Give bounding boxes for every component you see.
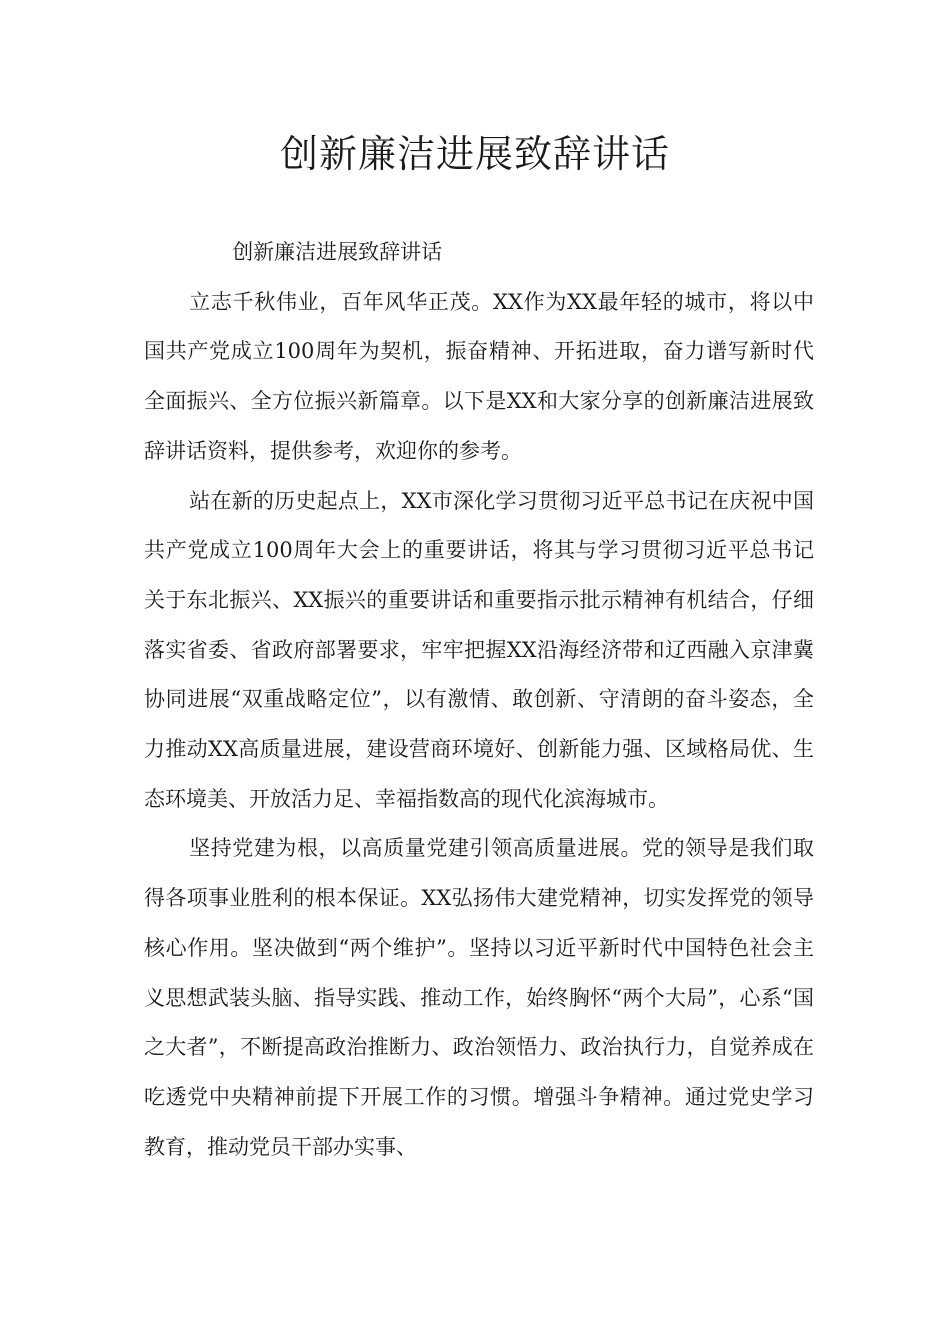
document-subtitle: 创新廉洁进展致辞讲话 (232, 240, 443, 264)
document-title: 创新廉洁进展致辞讲话 (279, 132, 670, 176)
document-body (144, 228, 814, 1172)
paragraph-intro: 立志千秋伟业，百年风华正茂。XX作为XX最年轻的城市，将以中国共产党成立100周年为契机，振奋精神、开拓进取，奋力谱写新时代全面振兴、全方位振兴新篇章。以下是XX和大家分享的创新廉洁进展致辞讲话资料，提供参考，欢迎你的参考。 (144, 289, 814, 463)
paragraph-historical-start: 站在新的历史起点上，XX市深化学习贯彻习近平总书记在庆祝中国共产党成立100周年大会上的重要讲话，将其与学习贯彻习近平总书记关于东北振兴、XX振兴的重要讲话和重要指示批示精神有机结合，仔细落实省委、省政府部署要求，牢牢把握XX沿海经济带和辽西融入京津冀协同进展“双重战略定位”，以有激情、敢创新、守清朗的奋斗姿态，全力推动XX高质量进展，建设营商环境好、创新能力强、区域格局优、生态环境美、开放活力足、幸福指数高的现代化滨海城市。 (144, 488, 814, 811)
paragraph-party-building: 坚持党建为根，以高质量党建引领高质量进展。党的领导是我们取得各项事业胜利的根本保证。XX弘扬伟大建党精神，切实发挥党的领导核心作用。坚决做到“两个维护”。坚持以习近平新时代中国特色社会主义思想武装头脑、指导实践、推动工作，始终胸怀“两个大局”，心系“国之大者”，不断提高政治推断力、政治领悟力、政治执行力，自觉养成在吃透党中央精神前提下开展工作的习惯。增强斗争精神。通过党史学习教育，推动党员干部办实事、 (144, 836, 814, 1159)
